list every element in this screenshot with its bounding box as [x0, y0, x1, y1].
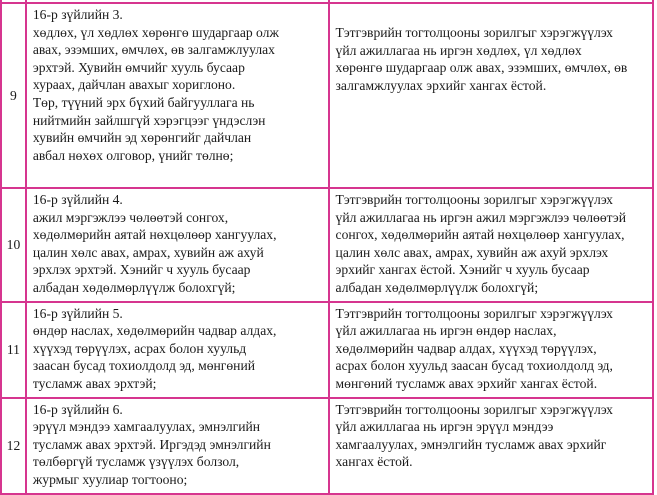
law-text-line: албадан хөдөлмөрлүүлж болохгүй; — [32, 279, 236, 295]
goal-cell — [329, 3, 653, 188]
goal-text-line: залгамжлуулах эрхийг хангах ёстой. — [335, 77, 547, 93]
law-text-line: тусламж авах эрхтэй; — [32, 375, 157, 391]
law-text-line: ажил мэргэжлээ чөлөөтэй сонгох, — [32, 209, 229, 225]
goal-text-line: хамгаалуулах, эмнэлгийн тусламж авах эрхийг — [335, 436, 607, 452]
table-row — [1, 398, 653, 494]
goal-cell — [329, 302, 653, 398]
law-text-line: авбал нөхөх олговор, үнийг төлнө; — [32, 147, 234, 163]
goal-text-line: мөнгөний тусламж авах эрхийг хангах ёстой. — [335, 375, 598, 391]
goal-text-line: цалин хөлс авах, амрах, хувийн аж ахуй эрхлэх — [335, 244, 609, 260]
law-text-line: эрхтэй. Хувийн өмчийг хууль бусаар — [32, 59, 245, 75]
article-heading: 16-р зүйлийн 5. — [32, 305, 123, 321]
goal-text-line: Тэтгэврийн тогтолцооны зорилгыг хэрэгжүүлэх — [335, 305, 613, 321]
table-row — [1, 188, 653, 302]
article-heading: 16-р зүйлийн 4. — [32, 192, 123, 207]
article-heading: 16-р зүйлийн 3. — [32, 7, 123, 22]
law-text-line: хөдөлмөрийн аятай нөхцөлөөр хангуулах, — [32, 227, 277, 243]
law-text-line: авах, эзэмших, өмчлөх, өв залгамжлуулах — [32, 42, 275, 58]
goal-text-line: эрхийг хангах ёстой. Хэнийг ч хууль бусаар — [335, 262, 590, 278]
goal-text-line: Тэтгэврийн тогтолцооны зорилгыг хэрэгжүүлэх — [335, 25, 613, 40]
article-heading: 16-р зүйлийн 6. — [32, 401, 123, 417]
goal-text-line: хөрөнгө шударгаар олж авах, эзэмших, өмчлөх, өв — [335, 60, 628, 76]
law-text-line: нийтмийн зайлшгүй хэрэгцээг үндэслэн — [32, 112, 266, 128]
law-text-line: хүүхэд төрүүлэх, асрах болон хуульд — [32, 340, 247, 356]
law-text-line: төлбөргүй тусламж үзүүлэх болзол, — [32, 454, 240, 470]
law-cell — [26, 302, 329, 398]
law-text-line: эрүүл мэндээ хамгаалуулах, эмнэлгийн — [32, 419, 261, 435]
law-text-line: Төр, түүний эрх бүхий байгууллага нь — [32, 94, 255, 110]
row-number: 12 — [1, 398, 26, 494]
goal-text-line: үйл ажиллагаа нь иргэн эрүүл мэндээ — [335, 419, 554, 435]
law-text-line: цалин хөлс авах, амрах, хувийн аж ахуй — [32, 244, 264, 260]
law-text-line: эрхлэх эрхтэй. Хэнийг ч хууль бусаар — [32, 262, 251, 278]
law-text-line: заасан бусад тохиолдолд эд, мөнгөний — [32, 358, 256, 374]
law-text-line: хөдлөх, үл хөдлөх хөрөнгө шударгаар олж — [32, 24, 279, 40]
goal-cell — [329, 398, 653, 494]
law-text-line: хураах, дайчлан авахыг хориглоно. — [32, 77, 236, 93]
goal-text-line: хөдөлмөрийн чадвар алдах, хүүхэд төрүүлэх, — [335, 340, 597, 356]
goal-text-line: Тэтгэврийн тогтолцооны зорилгыг хэрэгжүүлэх — [335, 192, 613, 207]
goal-text-line: үйл ажиллагаа нь иргэн өндөр наслах, — [335, 323, 557, 339]
goal-text-line: хангах ёстой. — [335, 454, 413, 470]
law-text-line: хувийн өмчийн эд хөрөнгийг дайчлан — [32, 130, 252, 146]
goal-text-line: үйл ажиллагаа нь иргэн ажил мэргэжлээ чөлөөтэй — [335, 209, 627, 225]
law-text-line: журмыг хуулиар тогтооно; — [32, 471, 188, 487]
law-cell — [26, 3, 329, 188]
goal-text-line: үйл ажиллагаа нь иргэн хөдлөх, үл хөдлөх — [335, 42, 582, 58]
law-text-line: өндөр наслах, хөдөлмөрийн чадвар алдах, — [32, 323, 277, 339]
goal-text-line: сонгох, хөдөлмөрийн аятай нөхцөлөөр хангуулах, — [335, 227, 625, 243]
row-number: 10 — [1, 188, 26, 302]
law-cell — [26, 398, 329, 494]
goal-text-line: Тэтгэврийн тогтолцооны зорилгыг хэрэгжүүлэх — [335, 401, 613, 417]
law-text-line: тусламж авах эрхтэй. Иргэдэд эмнэлгийн — [32, 436, 271, 452]
law-cell — [26, 188, 329, 302]
goal-text-line: асрах болон хуульд заасан бусад тохиолдолд эд, — [335, 358, 613, 374]
table-row — [1, 302, 653, 398]
goal-cell — [329, 188, 653, 302]
row-number: 9 — [1, 3, 26, 188]
table-row — [1, 3, 653, 188]
goal-text-line: албадан хөдөлмөрлүүлж болохгүй; — [335, 279, 539, 295]
row-number: 11 — [1, 302, 26, 398]
